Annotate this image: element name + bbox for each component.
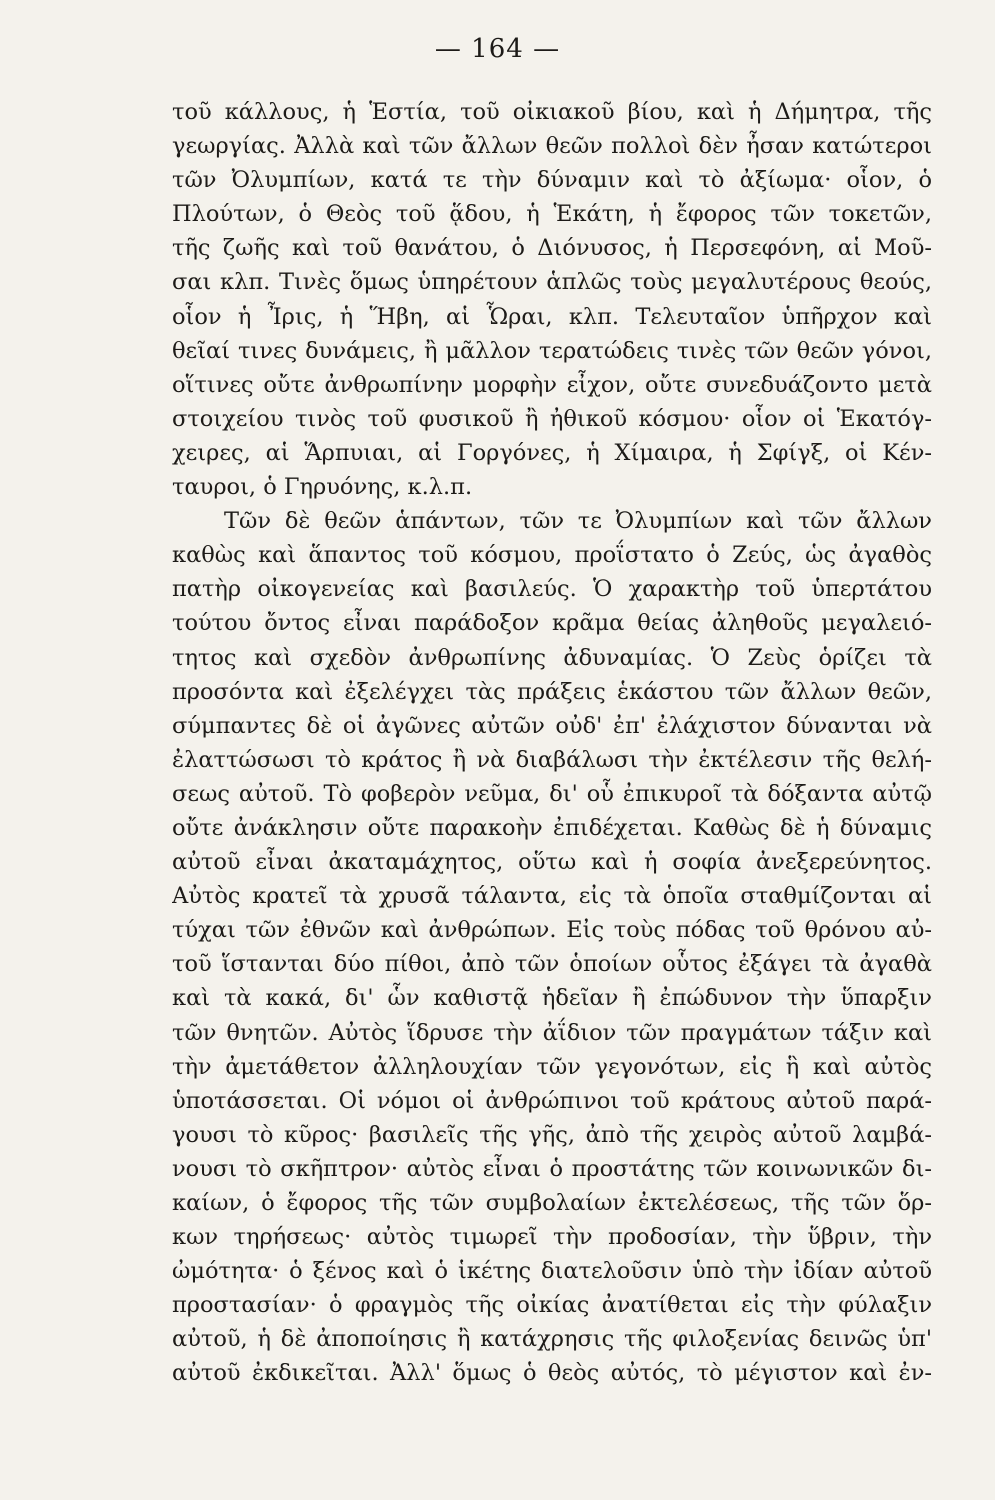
text-line: νουσι τὸ σκῆπτρον· αὐτὸς εἶναι ὁ προστάτης τῶν κοινωνικῶν δι- [172,1155,932,1182]
text-line: τῶν Ὀλυμπίων, κατά τε τὴν δύναμιν καὶ τὸ ἀξίωμα· οἷον, ὁ [172,167,932,194]
body-text [172,95,932,1391]
text-line: καίων, ὁ ἔφορος τῆς τῶν συμβολαίων ἐκτελέσεως, τῆς τῶν ὅρ- [172,1190,932,1216]
text-line: γουσι τὸ κῦρος· βασιλεῖς τῆς γῆς, ἀπὸ τῆς χειρὸς αὐτοῦ λαμβά- [172,1121,932,1148]
text-line: τῆς ζωῆς καὶ τοῦ θανάτου, ὁ Διόνυσος, ἡ Περσεφόνη, αἱ Μοῦ- [172,235,932,262]
text-line: σεως αὐτοῦ. Τὸ φοβερὸν νεῦμα, δι' οὗ ἐπικυροῖ τὰ δόξαντα αὐτῷ [172,780,932,807]
text-line: οἷον ἡ Ἶρις, ἡ Ἥβη, αἱ Ὧραι, κλπ. Τελευταῖον ὑπῆρχον καὶ [172,303,932,330]
text-line: ἐλαττώσωσι τὸ κράτος ἢ νὰ διαβάλωσι τὴν ἐκτέλεσιν τῆς θελή- [172,746,932,773]
text-line: τοῦ κάλλους, ἡ Ἑστία, τοῦ οἰκιακοῦ βίου, καὶ ἡ Δήμητρα, τῆς [172,99,932,125]
text-line: Αὐτὸς κρατεῖ τὰ χρυσᾶ τάλαντα, εἰς τὰ ὁποῖα σταθμίζονται αἱ [172,883,932,910]
text-line: γεωργίας. Ἀλλὰ καὶ τῶν ἄλλων θεῶν πολλοὶ δὲν ἦσαν κατώτεροι [172,133,932,160]
page-number: — 164 — [434,34,561,64]
text-line: κων τηρήσεως· αὐτὸς τιμωρεῖ τὴν προδοσίαν, τὴν ὕβριν, τὴν [172,1224,932,1251]
text-line: αὐτοῦ, ἡ δὲ ἀποποίησις ἢ κατάχρησις τῆς φιλοξενίας δεινῶς ὑπ' [172,1326,932,1353]
text-line: τὴν ἀμετάθετον ἀλληλουχίαν τῶν γεγονότων, εἰς ἣ καὶ αὐτὸς [172,1053,932,1080]
text-line: αὐτοῦ ἐκδικεῖται. Ἀλλ' ὅμως ὁ θεὸς αὐτός, τὸ μέγιστον καὶ ἐν- [172,1360,932,1387]
text-line: ταυροι, ὁ Γηρυόνης, κ.λ.π. [172,474,473,501]
paragraph-start-line: Τῶν δὲ θεῶν ἁπάντων, τῶν τε Ὀλυμπίων καὶ τῶν ἄλλων [224,508,932,535]
text-line: τούτου ὄντος εἶναι παράδοξον κρᾶμα θείας ἀληθοῦς μεγαλειό- [172,610,932,637]
text-line: σαι κλπ. Τινὲς ὅμως ὑπηρέτουν ἁπλῶς τοὺς μεγαλυτέρους θεούς, [172,269,932,296]
text-line: σύμπαντες δὲ οἱ ἀγῶνες αὐτῶν οὐδ' ἐπ' ἐλάχιστον δύνανται νὰ [172,712,932,739]
text-line: τῶν θνητῶν. Αὐτὸς ἵδρυσε τὴν ἀΐδιον τῶν πραγμάτων τάξιν καὶ [172,1019,932,1046]
text-line: προστασίαν· ὁ φραγμὸς τῆς οἰκίας ἀνατίθεται εἰς τὴν φύλαξιν [172,1292,932,1319]
text-line: χειρες, αἱ Ἅρπυιαι, αἱ Γοργόνες, ἡ Χίμαιρα, ἡ Σφίγξ, οἱ Κέν- [172,439,932,466]
text-line: Πλούτων, ὁ Θεὸς τοῦ ᾅδου, ἡ Ἑκάτη, ἡ ἔφορος τῶν τοκετῶν, [172,201,932,228]
text-line: ὑποτάσσεται. Οἱ νόμοι οἱ ἀνθρώπινοι τοῦ κράτους αὐτοῦ παρά- [172,1087,932,1114]
text-line: θεῖαί τινες δυνάμεις, ἢ μᾶλλον τερατώδεις τινὲς τῶν θεῶν γόνοι, [172,337,932,364]
text-line: τύχαι τῶν ἐθνῶν καὶ ἀνθρώπων. Εἰς τοὺς πόδας τοῦ θρόνου αὐ- [172,917,932,944]
text-line: οὔτε ἀνάκλησιν οὔτε παρακοὴν ἐπιδέχεται. Καθὼς δὲ ἡ δύναμις [172,814,932,841]
text-line: τητος καὶ σχεδὸν ἀνθρωπίνης ἀδυναμίας. Ὁ Ζεὺς ὁρίζει τὰ [172,644,932,671]
text-line: καὶ τὰ κακά, δι' ὧν καθιστᾷ ἡδεῖαν ἢ ἐπώδυνον τὴν ὕπαρξιν [172,985,932,1012]
text-line: τοῦ ἵστανται δύο πίθοι, ἀπὸ τῶν ὁποίων οὗτος ἐξάγει τὰ ἀγαθὰ [172,951,932,978]
text-line: προσόντα καὶ ἐξελέγχει τὰς πράξεις ἑκάστου τῶν ἄλλων θεῶν, [172,678,932,705]
text-line: πατὴρ οἰκογενείας καὶ βασιλεύς. Ὁ χαρακτὴρ τοῦ ὑπερτάτου [172,576,932,603]
text-line: ὠμότητα· ὁ ξένος καὶ ὁ ἱκέτης διατελοῦσιν ὑπὸ τὴν ἰδίαν αὐτοῦ [172,1258,932,1285]
text-line: οἵτινες οὔτε ἀνθρωπίνην μορφὴν εἶχον, οὔτε συνεδυάζοντο μετὰ [172,371,932,398]
text-line: καθὼς καὶ ἅπαντος τοῦ κόσμου, προΐστατο ὁ Ζεύς, ὡς ἀγαθὸς [172,542,932,569]
text-line: στοιχείου τινὸς τοῦ φυσικοῦ ἢ ἠθικοῦ κόσμου· οἷον οἱ Ἑκατόγ- [172,405,932,432]
text-line: αὐτοῦ εἶναι ἀκαταμάχητος, οὕτω καὶ ἡ σοφία ἀνεξερεύνητος. [172,849,932,876]
